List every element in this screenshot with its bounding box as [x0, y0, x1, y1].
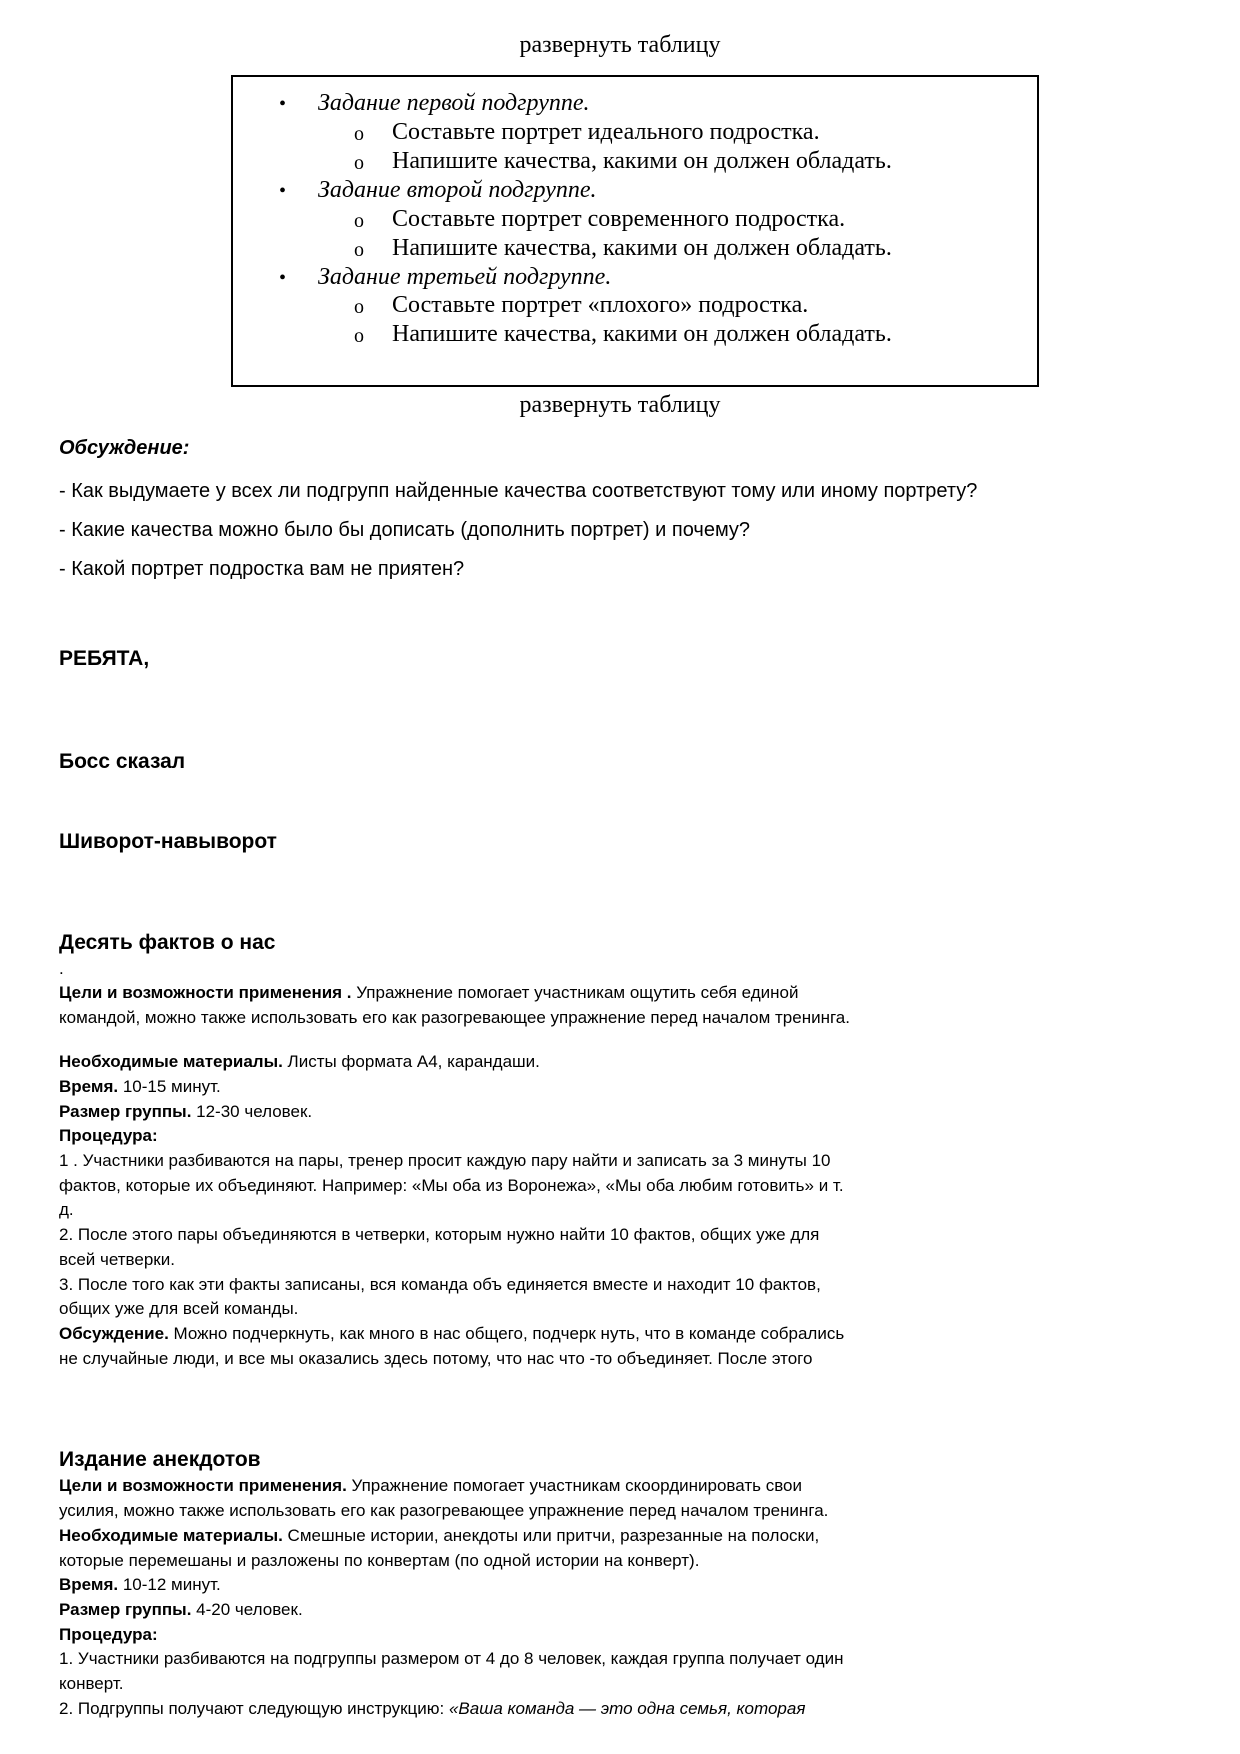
text: 10-15 минут.: [118, 1077, 221, 1096]
circle-bullet-icon: o: [354, 325, 364, 347]
label: Время.: [59, 1077, 119, 1096]
bullet-icon: •: [279, 180, 287, 202]
text: Смешные истории, анекдоты или притчи, разрезанные на полоски,: [282, 1526, 820, 1545]
bullet-icon: •: [279, 267, 287, 289]
jokes-goals: [59, 1475, 802, 1496]
text: Можно подчеркнуть, как много в нас общего, подчерк нуть, что в команде собрались: [168, 1324, 845, 1343]
facts-goals-cont: командой, можно также использовать его как разогревающее упражнение перед началом тренинга.: [59, 1008, 850, 1027]
text: Упражнение помогает участникам скоординировать свои: [346, 1476, 802, 1495]
task-title: Задание третьей подгруппе.: [318, 264, 612, 290]
jokes-materials-cont: которые перемешаны и разложены по конвертам (по одной истории на конверт).: [59, 1551, 700, 1570]
facts-goals: [59, 982, 799, 1003]
label: Время.: [59, 1575, 119, 1594]
facts-procedure-line: 3. После того как эти факты записаны, вся команда объ единяется вместе и находит 10 фактов,: [59, 1275, 821, 1294]
facts-procedure-line: всей четверки.: [59, 1250, 175, 1269]
jokes-goals-cont: усилия, можно также использовать его как разогревающее упражнение перед началом тренинга.: [59, 1501, 829, 1520]
label: Размер группы.: [59, 1102, 192, 1121]
text: 10-12 минут.: [118, 1575, 221, 1594]
discussion-question: - Как выдумаете у всех ли подгрупп найденные качества соответствуют тому или иному портрету?: [59, 480, 978, 502]
text: Листы формата А4, карандаши.: [282, 1052, 540, 1071]
task-title: Задание первой подгруппе.: [318, 90, 590, 116]
facts-procedure-line: 1 . Участники разбиваются на пары, тренер просит каждую пару найти и записать за 3 минуты 10: [59, 1151, 831, 1170]
circle-bullet-icon: o: [354, 152, 364, 174]
jokes-materials: [59, 1525, 819, 1546]
jokes-procedure-line: конверт.: [59, 1674, 124, 1693]
circle-bullet-icon: o: [354, 210, 364, 232]
task-item: Напишите качества, какими он должен обладать.: [392, 321, 892, 347]
label: Размер группы.: [59, 1600, 192, 1619]
jokes-procedure-label: Процедура:: [59, 1625, 158, 1644]
heading-jokes: Издание анекдотов: [59, 1448, 261, 1471]
text: 12-30 человек.: [191, 1102, 313, 1121]
task-item: Составьте портрет идеального подростка.: [392, 119, 820, 145]
facts-group-size: [59, 1101, 312, 1122]
text: 4-20 человек.: [191, 1600, 303, 1619]
circle-bullet-icon: o: [354, 123, 364, 145]
facts-procedure-line: д.: [59, 1200, 74, 1219]
circle-bullet-icon: o: [354, 296, 364, 318]
text: Упражнение помогает участникам ощутить себя единой: [351, 983, 799, 1002]
jokes-time: [59, 1574, 221, 1595]
expand-table-link-top[interactable]: развернуть таблицу: [519, 32, 721, 58]
facts-procedure-line: 2. После этого пары объединяются в четверки, которым нужно найти 10 фактов, общих уже для: [59, 1225, 820, 1244]
facts-procedure-label: Процедура:: [59, 1126, 158, 1145]
label: Цели и возможности применения .: [59, 983, 352, 1002]
facts-materials: [59, 1051, 540, 1072]
task-item: Напишите качества, какими он должен обладать.: [392, 235, 892, 261]
heading-guys: РЕБЯТА,: [59, 647, 150, 670]
stray-dot: .: [59, 959, 64, 978]
facts-discussion-cont: не случайные люди, и все мы оказались здесь потому, что нас что -то объединяет. После этого: [59, 1349, 813, 1368]
jokes-procedure-line: 1. Участники разбиваются на подгруппы размером от 4 до 8 человек, каждая группа получает один: [59, 1649, 844, 1668]
task-title: Задание второй подгруппе.: [318, 177, 597, 203]
facts-time: [59, 1076, 221, 1097]
label: Цели и возможности применения.: [59, 1476, 347, 1495]
task-item: Напишите качества, какими он должен обладать.: [392, 148, 892, 174]
task-item: Составьте портрет современного подростка.: [392, 206, 846, 232]
task-item: Составьте портрет «плохого» подростка.: [392, 292, 809, 318]
label: Необходимые материалы.: [59, 1526, 283, 1545]
label: Обсуждение.: [59, 1324, 169, 1343]
label: Необходимые материалы.: [59, 1052, 283, 1071]
facts-procedure-line: фактов, которые их объединяют. Например: «Мы оба из Воронежа», «Мы оба любим готовить» и т.: [59, 1176, 844, 1195]
discussion-question: - Какие качества можно было бы дописать (дополнить портрет) и почему?: [59, 519, 751, 541]
italic-text: «Ваша команда — это одна семья, которая: [448, 1699, 806, 1718]
facts-procedure-line: общих уже для всей команды.: [59, 1299, 299, 1318]
expand-table-link-bottom[interactable]: развернуть таблицу: [519, 392, 721, 418]
bullet-icon: •: [279, 93, 287, 115]
heading-upside-down: Шиворот-навыворот: [59, 830, 277, 853]
heading-boss: Босс сказал: [59, 750, 186, 773]
text: 2. Подгруппы получают следующую инструкцию:: [59, 1699, 449, 1718]
facts-discussion: [59, 1323, 844, 1344]
discussion-question: - Какой портрет подростка вам не приятен?: [59, 558, 465, 580]
circle-bullet-icon: o: [354, 239, 364, 261]
jokes-group-size: [59, 1599, 303, 1620]
jokes-procedure-last: [59, 1698, 805, 1719]
heading-ten-facts: Десять фактов о нас: [59, 931, 276, 954]
discussion-title: Обсуждение:: [59, 437, 190, 459]
